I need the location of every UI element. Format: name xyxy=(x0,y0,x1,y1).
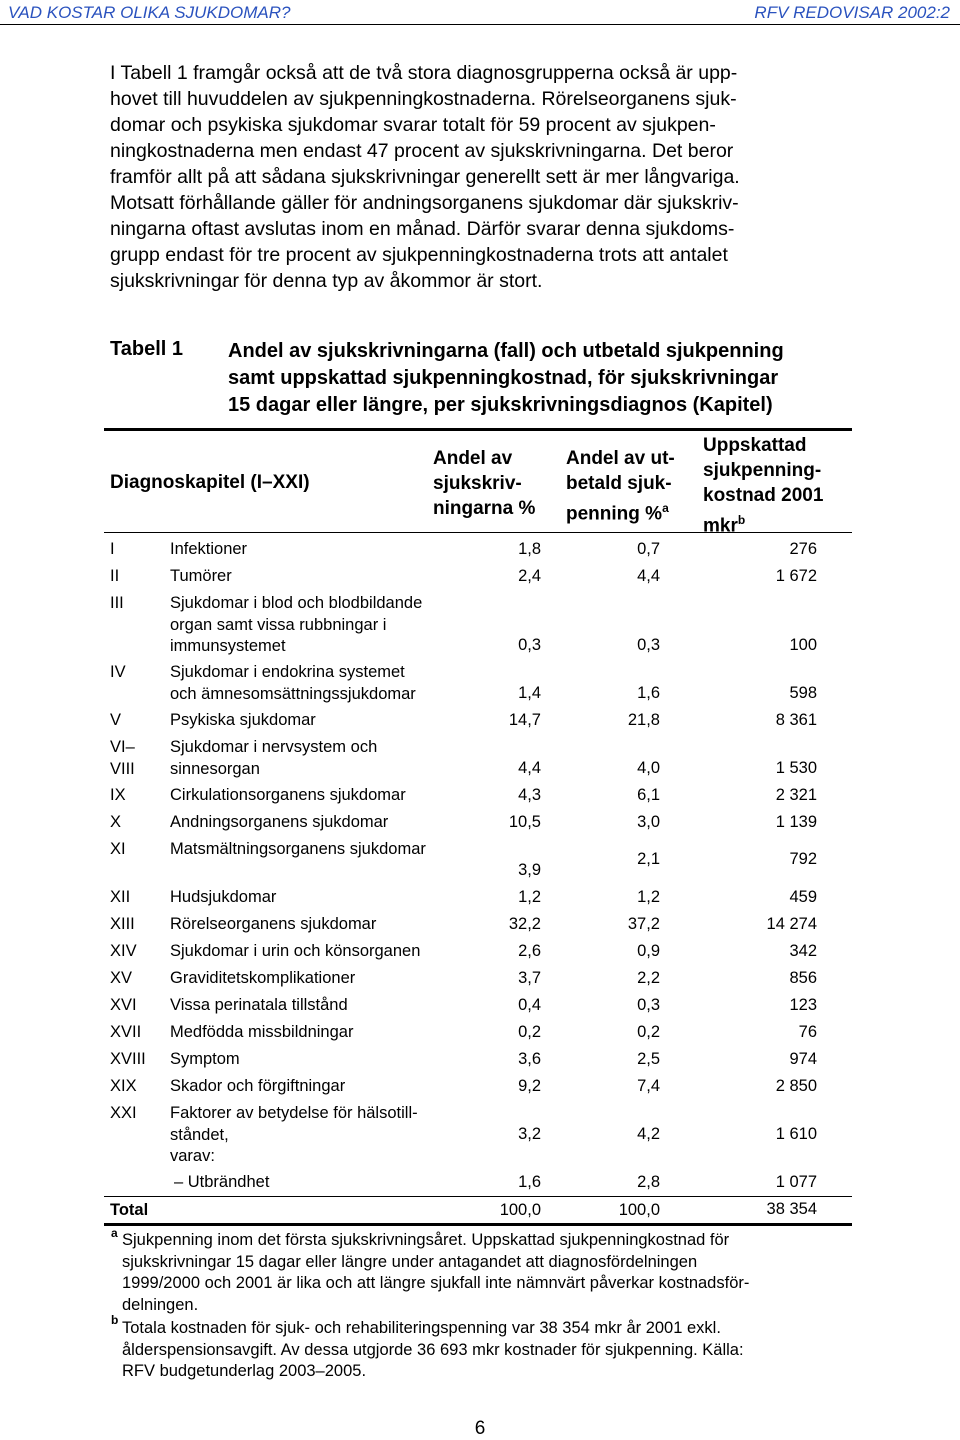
table-top-rule xyxy=(104,428,852,431)
chapter-name: Sjukdomar i nervsystem och sinnesorgan xyxy=(170,738,378,778)
share-cases-value: 1,8 xyxy=(518,540,541,558)
share-cases-value: 1,6 xyxy=(518,1173,541,1191)
chapter-number: XII xyxy=(110,888,131,906)
cost-value: 459 xyxy=(789,888,817,906)
share-cases-value: 32,2 xyxy=(508,915,541,933)
share-payment-value: 0,3 xyxy=(637,996,660,1014)
footnote-text: Sjukpenning inom det första sjukskrivningsåret. Uppskattad sjukpenningkostnad för sjukskrivningar 15 dagar eller längre under antagandet att diagnosfördelningen 1999/2000 och 2001 är lika och att längre sjukfall inte nämnvärt påverkar kostnadsför- delningen. xyxy=(122,1231,750,1314)
footnote-marker: b xyxy=(111,1313,119,1327)
cost-value: 1 077 xyxy=(775,1173,817,1191)
page-number: 6 xyxy=(474,1418,486,1439)
chapter-name: Skador och förgiftningar xyxy=(170,1077,346,1095)
chapter-name: Matsmältningsorganens sjukdomar xyxy=(170,840,426,858)
chapter-name: Hudsjukdomar xyxy=(170,888,277,906)
chapter-number: XV xyxy=(110,969,133,987)
cost-value: 2 850 xyxy=(775,1077,817,1095)
share-cases-value: 3,6 xyxy=(518,1050,541,1068)
header-series: RFV REDOVISAR 2002:2 xyxy=(754,3,950,22)
chapter-name: Graviditetskomplikationer xyxy=(170,969,356,987)
share-payment-value: 0,9 xyxy=(637,942,660,960)
cost-value: 1 139 xyxy=(775,813,817,831)
cost-value: 856 xyxy=(789,969,817,987)
share-cases-value: 3,9 xyxy=(518,861,541,879)
chapter-name: Andningsorganens sjukdomar xyxy=(170,813,389,831)
chapter-number: IV xyxy=(110,663,126,681)
share-cases-value: 0,4 xyxy=(518,996,541,1014)
share-payment-value: 3,0 xyxy=(637,813,660,831)
share-cases-value: 3,2 xyxy=(518,1125,541,1143)
chapter-number: V xyxy=(110,711,122,729)
share-cases-value: 4,4 xyxy=(518,759,541,777)
share-cases-value: 3,7 xyxy=(518,969,541,987)
table-title: Andel av sjukskrivningarna (fall) och utbetald sjukpenning samt uppskattad sjukpenningkostnad, för sjukskrivningar 15 dagar eller längre, per sjukskrivningsdiagnos (Kapitel) xyxy=(228,340,784,416)
header-bottom-rule xyxy=(104,532,852,533)
share-cases-value: 14,7 xyxy=(508,711,541,729)
cost-value: 598 xyxy=(789,684,817,702)
cost-value: 123 xyxy=(789,996,817,1014)
share-payment-value: 4,0 xyxy=(637,759,660,777)
chapter-number: XVI xyxy=(110,996,137,1014)
col-header-share-payment: Andel av ut- betald sjuk- penning %$^a$ xyxy=(566,448,675,525)
chapter-name: Psykiska sjukdomar xyxy=(170,711,316,729)
share-payment-value: 2,5 xyxy=(637,1050,660,1068)
table-bottom-rule xyxy=(104,1223,852,1226)
share-cases-value: 2,6 xyxy=(518,942,541,960)
cost-value: 76 xyxy=(798,1023,817,1041)
cost-value: 792 xyxy=(789,850,817,868)
share-cases-value: 10,5 xyxy=(508,813,541,831)
share-payment-value: 37,2 xyxy=(627,915,660,933)
chapter-number: VI– VIII xyxy=(110,738,135,778)
total-top-rule xyxy=(104,1196,852,1197)
chapter-name: Symptom xyxy=(170,1050,240,1068)
chapter-number: XI xyxy=(110,840,126,858)
intro-paragraph: I Tabell 1 framgår också att de två stora diagnosgrupperna också är upp- hovet till huvuddelen av sjukpenningkostnaderna. Rörelseorganens sjuk- domar och psykiska sjukdomar svarar totalt för 59 procent av sjukpen- ningkostnaderna men endast 47 procent av sjukskrivningarna. Det beror framför allt på att sådana sjukskrivningar generellt sett är mer långvariga. Motsatt förhållande gäller för andningsorganens sjukdomar där sjukskriv- ningarna oftast avslutas inom en månad. Därför svarar denna sjukdoms- grupp endast för tre procent av sjukpenningkostnaderna trots att antalet sjukskrivningar för denna typ av åkommor är stort. xyxy=(110,62,740,292)
share-payment-value: 0,2 xyxy=(637,1023,660,1041)
header-rule xyxy=(0,24,960,25)
chapter-number: I xyxy=(110,540,115,558)
chapter-number: III xyxy=(110,594,124,612)
footnote-marker: a xyxy=(111,1226,118,1240)
total-share-payment: 100,0 xyxy=(618,1201,660,1219)
chapter-number: IX xyxy=(110,786,126,804)
chapter-name: Rörelseorganens sjukdomar xyxy=(170,915,377,933)
col-header-cost: Uppskattad sjukpenning- kostnad 2001 mkr$^b$ xyxy=(703,435,824,537)
share-payment-value: 1,2 xyxy=(637,888,660,906)
share-cases-value: 9,2 xyxy=(518,1077,541,1095)
chapter-number: X xyxy=(110,813,122,831)
chapter-name: Medfödda missbildningar xyxy=(170,1023,354,1041)
share-cases-value: 1,2 xyxy=(518,888,541,906)
share-cases-value: 0,2 xyxy=(518,1023,541,1041)
cost-value: 8 361 xyxy=(775,711,817,729)
cost-value: 276 xyxy=(789,540,817,558)
share-payment-value: 0,3 xyxy=(637,636,660,654)
share-payment-value: 2,2 xyxy=(637,969,660,987)
share-payment-value: 4,4 xyxy=(637,567,660,585)
chapter-number: XVII xyxy=(110,1023,142,1041)
col-header-share-cases: Andel av sjukskriv- ningarna % xyxy=(433,448,536,519)
chapter-name: Sjukdomar i blod och blodbildande organ samt vissa rubbningar i immunsystemet xyxy=(170,594,423,655)
share-payment-value: 0,7 xyxy=(637,540,660,558)
chapter-subitem: – Utbrändhet xyxy=(174,1173,270,1191)
chapter-name: Infektioner xyxy=(170,540,248,558)
cost-value: 100 xyxy=(789,636,817,654)
chapter-number: II xyxy=(110,567,120,585)
share-payment-value: 21,8 xyxy=(627,711,660,729)
header-title: VAD KOSTAR OLIKA SJUKDOMAR? xyxy=(8,3,291,22)
chapter-name: Sjukdomar i urin och könsorganen xyxy=(170,942,421,960)
chapter-number: XXI xyxy=(110,1104,137,1122)
cost-value: 1 530 xyxy=(775,759,817,777)
cost-value: 1 610 xyxy=(775,1125,817,1143)
share-payment-value: 2,1 xyxy=(637,850,660,868)
chapter-number: XVIII xyxy=(110,1050,146,1068)
total-label: Total xyxy=(110,1201,149,1219)
chapter-name: Cirkulationsorganens sjukdomar xyxy=(170,786,406,804)
chapter-number: XIV xyxy=(110,942,137,960)
chapter-name: Vissa perinatala tillstånd xyxy=(170,996,348,1014)
total-cost: 38 354 xyxy=(766,1200,817,1218)
share-payment-value: 7,4 xyxy=(637,1077,660,1095)
share-cases-value: 1,4 xyxy=(518,684,541,702)
chapter-name: Sjukdomar i endokrina systemet och ämnesomsättningssjukdomar xyxy=(170,663,416,703)
cost-value: 14 274 xyxy=(766,915,817,933)
share-cases-value: 2,4 xyxy=(518,567,541,585)
running-header xyxy=(0,0,960,30)
chapter-name: Tumörer xyxy=(170,567,232,585)
share-payment-value: 1,6 xyxy=(637,684,660,702)
cost-value: 2 321 xyxy=(775,786,817,804)
table-caption: Tabell 1 xyxy=(110,338,183,360)
chapter-number: XIX xyxy=(110,1077,137,1095)
cost-value: 974 xyxy=(789,1050,817,1068)
share-payment-value: 4,2 xyxy=(637,1125,660,1143)
share-payment-value: 6,1 xyxy=(637,786,660,804)
chapter-number: XIII xyxy=(110,915,135,933)
total-share-cases: 100,0 xyxy=(499,1201,541,1219)
cost-value: 1 672 xyxy=(775,567,817,585)
footnote-text: Totala kostnaden för sjuk- och rehabiliteringspenning var 38 354 mkr år 2001 exkl. ålderspensionsavgift. Av dessa utgjorde 36 693 mkr kostnader för sjukpenning. Källa: RFV budgetunderlag 2003–2005. xyxy=(122,1319,744,1380)
cost-value: 342 xyxy=(789,942,817,960)
share-cases-value: 4,3 xyxy=(518,786,541,804)
share-payment-value: 2,8 xyxy=(637,1173,660,1191)
chapter-name: Faktorer av betydelse för hälsotill- ståndet, varav: xyxy=(170,1104,418,1165)
share-cases-value: 0,3 xyxy=(518,636,541,654)
col-header-diagnosis: Diagnoskapitel (I–XXI) xyxy=(110,472,310,493)
